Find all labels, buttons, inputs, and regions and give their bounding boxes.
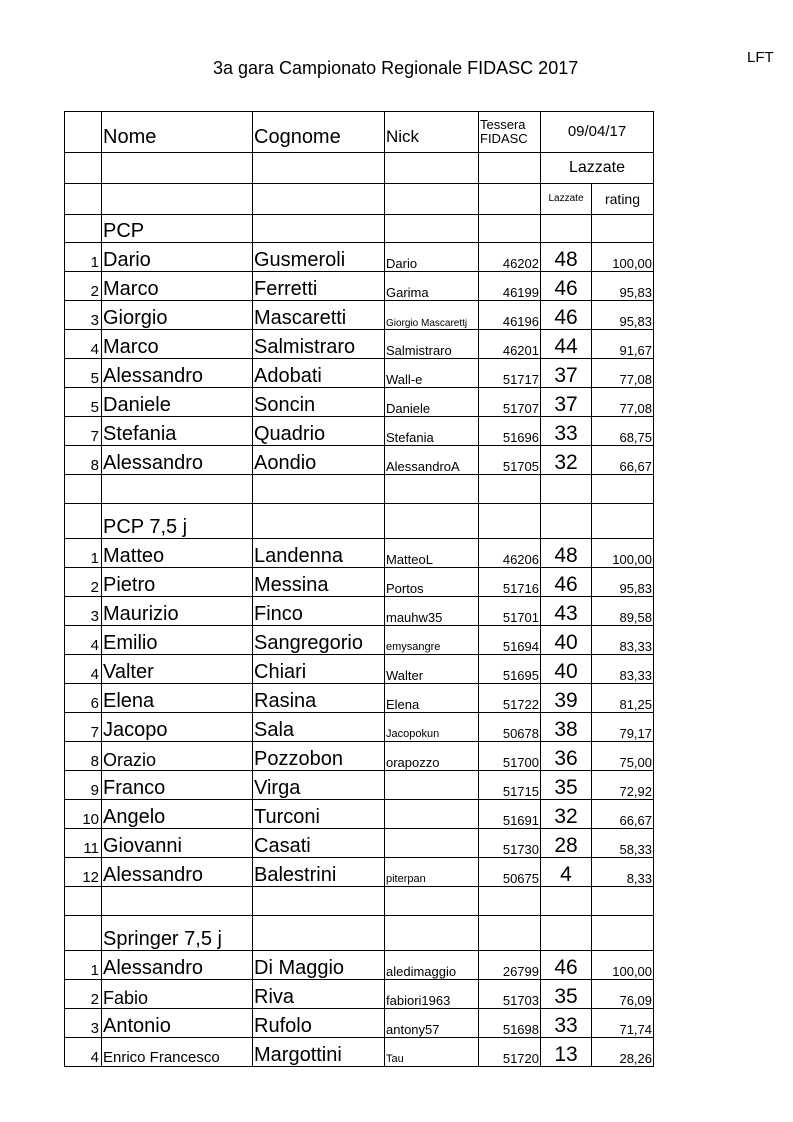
rating-cell: 79,17 [592,713,654,742]
empty-cell [385,916,479,951]
score-cell: 38 [541,713,592,742]
table-row [65,655,654,684]
name-cell: Elena [102,684,253,713]
empty-cell [592,475,654,504]
surname-cell: Aondio [253,446,385,475]
tessera-cell: 51722 [479,684,541,713]
rating-cell: 8,33 [592,858,654,887]
score-cell: 46 [541,272,592,301]
score-cell: 46 [541,568,592,597]
table-row [65,272,654,301]
empty-cell [479,916,541,951]
nick-cell: aledimaggio [385,951,479,980]
surname-cell: Sangregorio [253,626,385,655]
header-pos-cell [65,112,102,153]
empty-cell [385,153,479,184]
empty-cell [541,916,592,951]
position-cell: 4 [65,1038,102,1067]
table-row [65,1009,654,1038]
empty-cell [385,184,479,215]
score-cell: 46 [541,951,592,980]
name-cell: Marco [102,330,253,359]
empty-cell [479,887,541,916]
tessera-cell: 50678 [479,713,541,742]
name-cell: Dario [102,243,253,272]
empty-cell [65,916,102,951]
score-cell: 36 [541,742,592,771]
empty-cell [479,153,541,184]
surname-cell: Rufolo [253,1009,385,1038]
nick-cell: MatteoL [385,539,479,568]
nick-cell: Daniele [385,388,479,417]
nick-cell: fabiori1963 [385,980,479,1009]
rating-cell: 28,26 [592,1038,654,1067]
surname-cell: Finco [253,597,385,626]
score-cell: 33 [541,417,592,446]
table-row [65,713,654,742]
table-row [65,829,654,858]
score-cell: 35 [541,771,592,800]
rating-cell: 91,67 [592,330,654,359]
name-cell: Jacopo [102,713,253,742]
nick-cell: antony57 [385,1009,479,1038]
nick-cell: orapozzo [385,742,479,771]
empty-cell [253,887,385,916]
empty-cell [253,184,385,215]
tessera-cell: 51696 [479,417,541,446]
rating-cell: 72,92 [592,771,654,800]
position-cell: 2 [65,980,102,1009]
position-cell: 4 [65,330,102,359]
empty-cell [253,215,385,243]
tessera-cell: 51730 [479,829,541,858]
tessera-cell: 51707 [479,388,541,417]
tessera-cell: 51717 [479,359,541,388]
position-cell: 8 [65,742,102,771]
nick-cell: Walter [385,655,479,684]
name-cell: Alessandro [102,951,253,980]
tessera-cell: 51703 [479,980,541,1009]
empty-cell [102,475,253,504]
name-cell: Franco [102,771,253,800]
empty-cell [65,184,102,215]
section-header-row [65,504,654,539]
tessera-cell: 46202 [479,243,541,272]
nick-cell: mauhw35 [385,597,479,626]
header-date: 09/04/17 [541,112,654,153]
nick-cell: Tau [385,1038,479,1067]
name-cell: Antonio [102,1009,253,1038]
empty-cell [65,475,102,504]
table-row [65,568,654,597]
rating-cell: 58,33 [592,829,654,858]
position-cell: 7 [65,417,102,446]
name-cell: Emilio [102,626,253,655]
table-row [65,980,654,1009]
surname-cell: Gusmeroli [253,243,385,272]
rating-cell: 95,83 [592,301,654,330]
header-sub-rating: rating [592,184,654,215]
position-cell: 1 [65,539,102,568]
empty-cell [253,475,385,504]
empty-cell [102,184,253,215]
nick-cell: Salmistraro [385,330,479,359]
name-cell: Giovanni [102,829,253,858]
header-sub-row [65,184,654,215]
empty-cell [541,215,592,243]
nick-cell: Elena [385,684,479,713]
section-header-row [65,215,654,243]
table-row [65,1038,654,1067]
tessera-cell: 51695 [479,655,541,684]
tessera-cell: 51701 [479,597,541,626]
table-row [65,301,654,330]
empty-cell [479,475,541,504]
rating-cell: 76,09 [592,980,654,1009]
table-row [65,684,654,713]
empty-cell [385,475,479,504]
tessera-cell: 51720 [479,1038,541,1067]
tessera-cell: 46196 [479,301,541,330]
table-row [65,330,654,359]
tessera-cell: 51700 [479,742,541,771]
tessera-cell: 51694 [479,626,541,655]
score-cell: 39 [541,684,592,713]
table-row [65,539,654,568]
surname-cell: Margottini [253,1038,385,1067]
surname-cell: Virga [253,771,385,800]
table-row [65,446,654,475]
position-cell: 2 [65,568,102,597]
tessera-cell: 46199 [479,272,541,301]
surname-cell: Di Maggio [253,951,385,980]
surname-cell: Chiari [253,655,385,684]
empty-cell [385,215,479,243]
table-row [65,243,654,272]
rating-cell: 66,67 [592,446,654,475]
position-cell: 4 [65,655,102,684]
empty-cell [592,887,654,916]
empty-cell [385,504,479,539]
position-cell: 1 [65,243,102,272]
table-row [65,800,654,829]
header-sub-location: Lazzate [541,184,592,215]
empty-cell [253,916,385,951]
surname-cell: Quadrio [253,417,385,446]
nick-cell: Garima [385,272,479,301]
table-row [65,742,654,771]
surname-cell: Messina [253,568,385,597]
tessera-cell: 46206 [479,539,541,568]
name-cell: Enrico Francesco [102,1038,253,1067]
tessera-cell: 46201 [479,330,541,359]
position-cell: 10 [65,800,102,829]
empty-cell [65,504,102,539]
header-location-row [65,153,654,184]
name-cell: Orazio [102,742,253,771]
surname-cell: Casati [253,829,385,858]
surname-cell: Rasina [253,684,385,713]
rating-cell: 81,25 [592,684,654,713]
header-nome: Nome [102,112,253,153]
header-tessera: Tessera FIDASC [479,112,541,153]
nick-cell: piterpan [385,858,479,887]
empty-cell [253,153,385,184]
nick-cell: emysangre [385,626,479,655]
table-row [65,359,654,388]
nick-cell: Stefania [385,417,479,446]
empty-cell [541,887,592,916]
score-cell: 28 [541,829,592,858]
header-location: Lazzate [541,153,654,184]
header-nick: Nick [385,112,479,153]
table-row [65,388,654,417]
rating-cell: 77,08 [592,388,654,417]
tessera-cell: 51698 [479,1009,541,1038]
empty-cell [479,184,541,215]
rating-cell: 83,33 [592,626,654,655]
rating-cell: 71,74 [592,1009,654,1038]
name-cell: Maurizio [102,597,253,626]
empty-cell [65,153,102,184]
score-cell: 48 [541,243,592,272]
score-cell: 32 [541,446,592,475]
score-cell: 35 [541,980,592,1009]
empty-cell [541,504,592,539]
rating-cell: 83,33 [592,655,654,684]
section-label: Springer 7,5 j [102,916,253,951]
position-cell: 1 [65,951,102,980]
position-cell: 9 [65,771,102,800]
spacer-row [65,475,654,504]
empty-cell [592,504,654,539]
empty-cell [102,153,253,184]
tessera-cell: 51716 [479,568,541,597]
surname-cell: Salmistraro [253,330,385,359]
tessera-cell: 26799 [479,951,541,980]
name-cell: Alessandro [102,446,253,475]
name-cell: Daniele [102,388,253,417]
rating-cell: 100,00 [592,951,654,980]
position-cell: 5 [65,359,102,388]
score-cell: 37 [541,388,592,417]
nick-cell [385,829,479,858]
surname-cell: Turconi [253,800,385,829]
score-cell: 40 [541,626,592,655]
nick-cell: Giorgio Mascarettj [385,301,479,330]
tessera-cell: 51691 [479,800,541,829]
results-table [64,111,654,1067]
tessera-cell: 50675 [479,858,541,887]
table-row [65,771,654,800]
empty-cell [65,215,102,243]
surname-cell: Landenna [253,539,385,568]
rating-cell: 100,00 [592,539,654,568]
position-cell: 11 [65,829,102,858]
nick-cell: Wall-e [385,359,479,388]
header-cognome: Cognome [253,112,385,153]
nick-cell [385,771,479,800]
score-cell: 44 [541,330,592,359]
name-cell: Matteo [102,539,253,568]
rating-cell: 68,75 [592,417,654,446]
position-cell: 4 [65,626,102,655]
empty-cell [102,887,253,916]
empty-cell [385,887,479,916]
nick-cell: AlessandroA [385,446,479,475]
score-cell: 32 [541,800,592,829]
rating-cell: 95,83 [592,272,654,301]
rating-cell: 66,67 [592,800,654,829]
table-row [65,951,654,980]
position-cell: 8 [65,446,102,475]
name-cell: Valter [102,655,253,684]
name-cell: Alessandro [102,359,253,388]
nick-cell: Portos [385,568,479,597]
surname-cell: Ferretti [253,272,385,301]
table-row [65,597,654,626]
position-cell: 7 [65,713,102,742]
table-row [65,417,654,446]
empty-cell [541,475,592,504]
tessera-cell: 51705 [479,446,541,475]
position-cell: 2 [65,272,102,301]
name-cell: Alessandro [102,858,253,887]
score-cell: 40 [541,655,592,684]
position-cell: 3 [65,1009,102,1038]
section-label: PCP 7,5 j [102,504,253,539]
rating-cell: 89,58 [592,597,654,626]
surname-cell: Pozzobon [253,742,385,771]
surname-cell: Soncin [253,388,385,417]
header-row [65,112,654,153]
rating-cell: 75,00 [592,742,654,771]
table-row [65,858,654,887]
name-cell: Fabio [102,980,253,1009]
name-cell: Angelo [102,800,253,829]
score-cell: 4 [541,858,592,887]
position-cell: 3 [65,301,102,330]
score-cell: 46 [541,301,592,330]
section-header-row [65,916,654,951]
surname-cell: Mascaretti [253,301,385,330]
nick-cell: Dario [385,243,479,272]
spacer-row [65,887,654,916]
rating-cell: 77,08 [592,359,654,388]
score-cell: 33 [541,1009,592,1038]
corner-label: LFT [747,49,774,66]
tessera-cell: 51715 [479,771,541,800]
score-cell: 13 [541,1038,592,1067]
surname-cell: Balestrini [253,858,385,887]
surname-cell: Adobati [253,359,385,388]
nick-cell [385,800,479,829]
score-cell: 43 [541,597,592,626]
table-row [65,626,654,655]
empty-cell [253,504,385,539]
rating-cell: 100,00 [592,243,654,272]
name-cell: Pietro [102,568,253,597]
page-title: 3a gara Campionato Regionale FIDASC 2017 [213,58,579,78]
surname-cell: Sala [253,713,385,742]
empty-cell [479,215,541,243]
position-cell: 3 [65,597,102,626]
position-cell: 12 [65,858,102,887]
empty-cell [592,916,654,951]
section-label: PCP [102,215,253,243]
name-cell: Marco [102,272,253,301]
nick-cell: Jacopokun [385,713,479,742]
surname-cell: Riva [253,980,385,1009]
empty-cell [479,504,541,539]
empty-cell [65,887,102,916]
rating-cell: 95,83 [592,568,654,597]
name-cell: Giorgio [102,301,253,330]
score-cell: 48 [541,539,592,568]
position-cell: 5 [65,388,102,417]
empty-cell [592,215,654,243]
score-cell: 37 [541,359,592,388]
name-cell: Stefania [102,417,253,446]
position-cell: 6 [65,684,102,713]
